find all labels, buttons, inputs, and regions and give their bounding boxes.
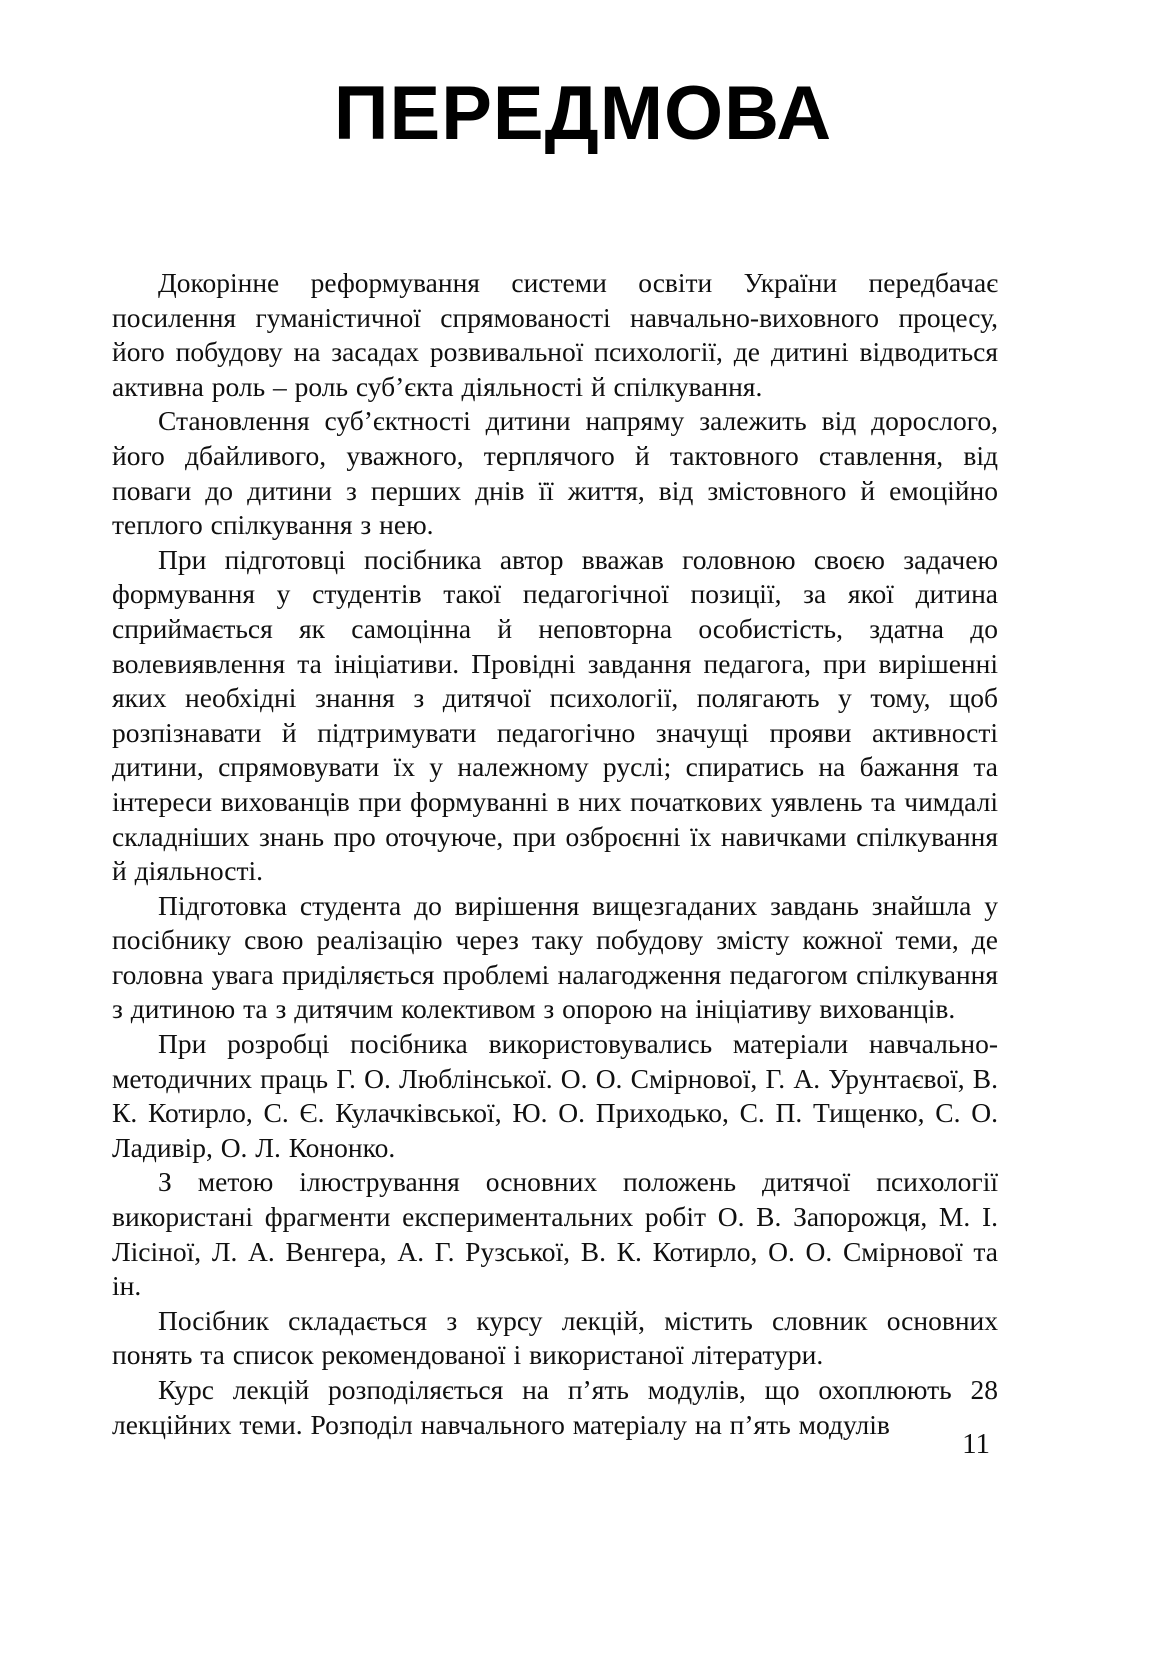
paragraph: Курс лекцій розподіляється на п’ять модулів, що охоплюють 28 лекційних теми. Розподіл навчального матеріалу на п’ять модулів — [112, 1374, 998, 1440]
paragraph: Становлення суб’єктності дитини напряму залежить від дорослого, його дбайливого, уважного, терплячого й тактовного ставлення, від поваги до дитини з перших днів її життя, від змістовного й емоційно теплого спілкування з нею. — [112, 405, 998, 541]
paragraph: Докорінне реформування системи освіти України передбачає посилення гуманістичної спрямованості навчально-виховного процесу, його побудову на засадах розвивальної психології, де дитині відводиться активна роль – роль суб’єкта діяльності й спілкування. — [112, 267, 998, 402]
paragraph: При розробці посібника використовувались матеріали навчально-методичних праць Г. О. Люблінської. О. О. Смірнової, Г. А. Урунтаєвої, В. К. Котирло, С. Є. Кулачківської, Ю. О. Приходько, С. П. Тищенко, С. О. Ладивір, О. Л. Кононко. — [112, 1028, 998, 1163]
paragraph: Посібник складається з курсу лекцій, містить словник основних понять та список рекомендованої і використаної літератури. — [112, 1304, 998, 1371]
paragraph: При підготовці посібника автор вважав головною своєю задачею формування у студентів такої педагогічної позиції, за якої дитина сприймається як самоцінна й неповторна особистість, здатна до волевиявлення та ініціативи. Провідні завдання педагога, при вирішенні яких необхідні знання з дитячої психології, полягають у тому, щоб розпізнавати й підтримувати педагогічно значущі прояви активності дитини, спрямовувати їх у належному руслі; спиратись на бажання та інтереси вихованців при формуванні в них початкових уявлень та чимдалі складніших знань про оточуюче, при озброєнні їх навичками спілкування й діяльності. — [112, 543, 998, 887]
body-text — [112, 266, 998, 1442]
page-number: 11 — [962, 1428, 990, 1460]
page-title: ПЕРЕДМОВА — [333, 71, 833, 156]
paragraph: Підготовка студента до вирішення вищезгаданих завдань знайшла у посібнику свою реалізацію через таку побудову змісту кожної теми, де головна увага приділяється проблемі налагодження педагогом спілкування з дитиною та з дитячим колективом з опорою на ініціативу вихованців. — [112, 889, 998, 1025]
paragraph: З метою ілюстрування основних положень дитячої психології використані фрагменти експериментальних робіт О. В. Запорожця, М. І. Лісіної, Л. А. Венгера, А. Г. Рузської, В. К. Котирло, О. О. Смірнової та ін. — [112, 1166, 998, 1302]
